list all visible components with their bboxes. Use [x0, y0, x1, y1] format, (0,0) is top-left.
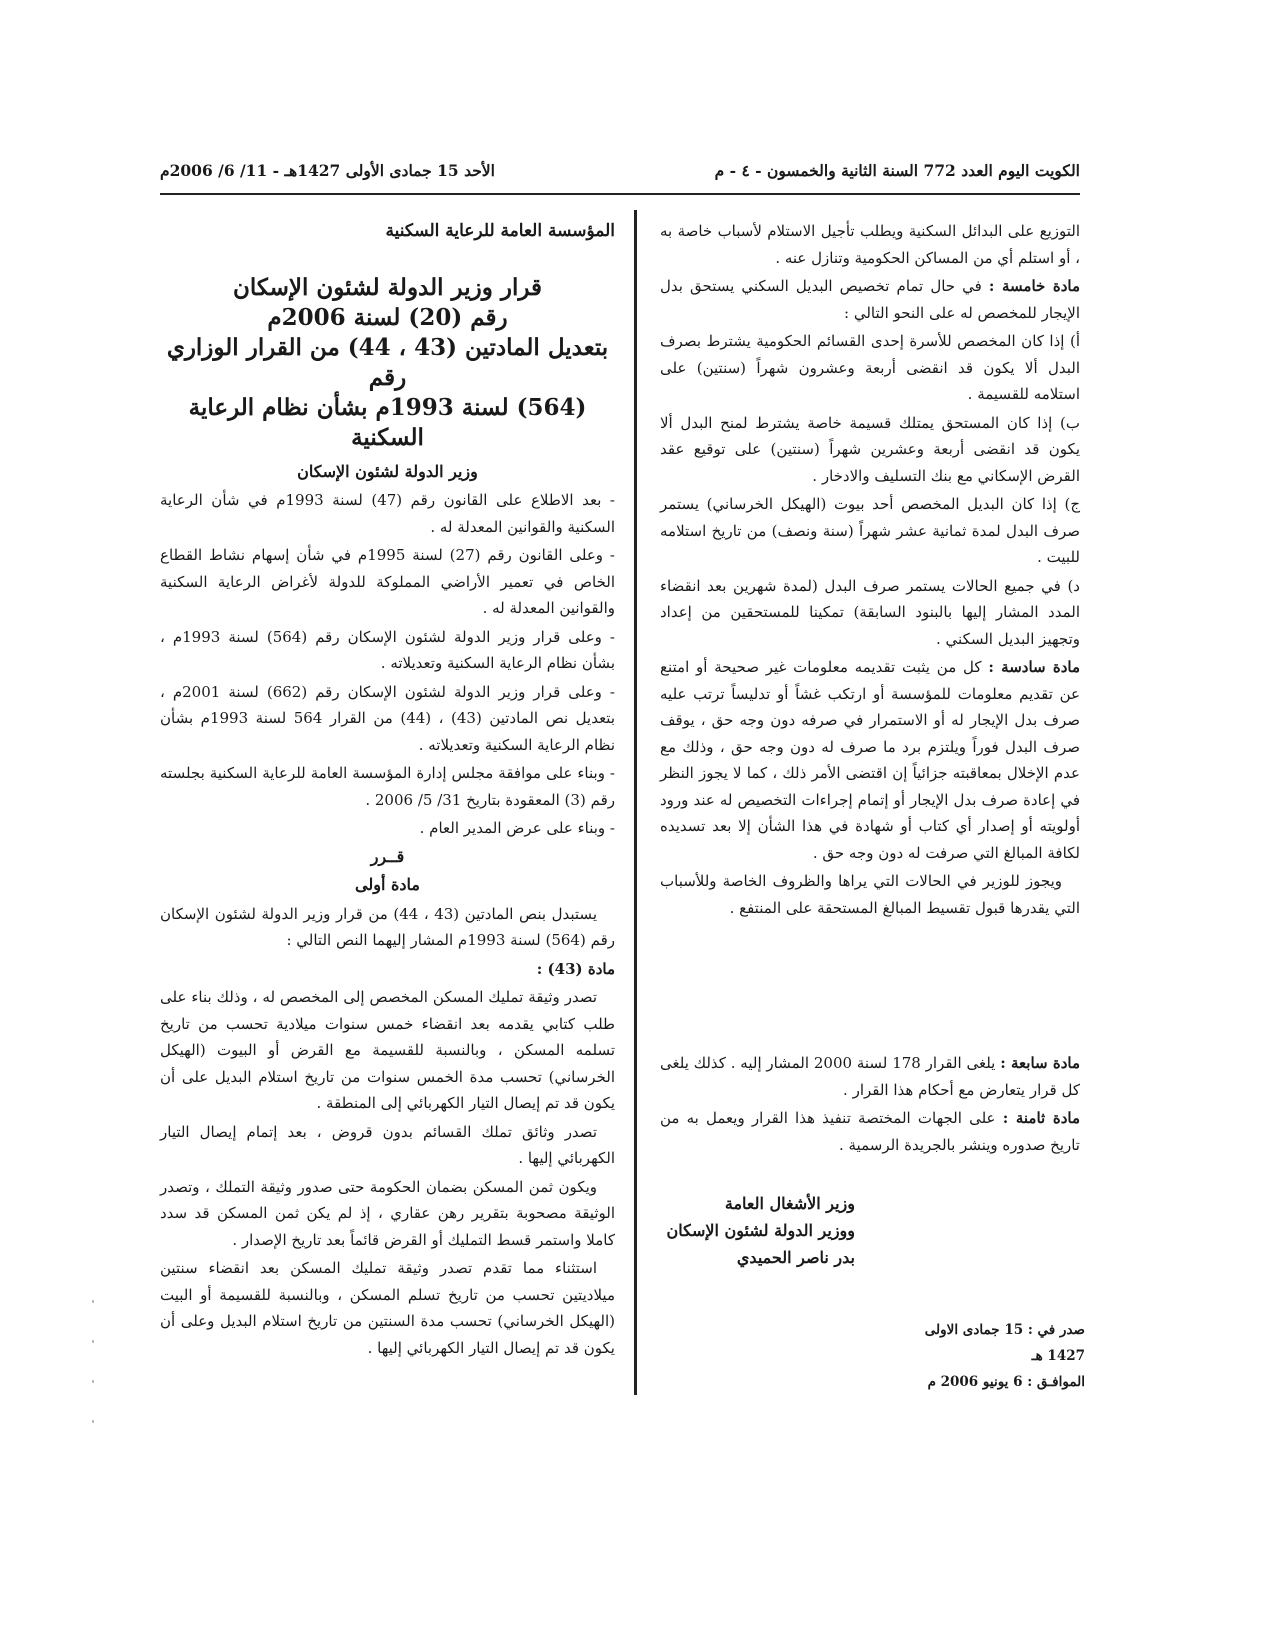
decree-title-line-2: رقم (20) لسنة 2006م	[267, 303, 508, 331]
scan-speck	[92, 1300, 94, 1303]
recital-3: - وعلى قرار وزير الدولة لشئون الإسكان رقم (564) لسنة 1993م ، بشأن نظام الرعاية السكنية وتعديلاته .	[160, 627, 615, 672]
signature-block	[660, 1190, 855, 1271]
signature-name: بدر ناصر الحميدي	[736, 1248, 855, 1267]
scan-speck	[92, 1380, 94, 1383]
recital-1: - بعد الاطلاع على القانون رقم (47) لسنة 1993م في شأن الرعاية السكنية والقوانين المعدلة له .	[160, 491, 615, 536]
article-8-text: على الجهات المختصة تنفيذ هذا القرار ويعمل به من تاريخ صدوره وينشر بالجريدة الرسمية .	[660, 1109, 1080, 1154]
article-43-paragraph-4: استثناء مما تقدم تصدر وثيقة تمليك المسكن بعد انقضاء سنتين ميلاديتين تحسب من تاريخ تسلم المسكن ، وبالنسبة للقسيمة أو البيت (الهيكل الخرساني) تحسب مدة السنتين من تاريخ استلام البديل وعلى أن يكون قد تم إيصال التيار الكهربائي إليها .	[160, 1259, 615, 1357]
item-c: ج) إذا كان البديل المخصص أحد بيوت (الهيكل الخرساني) يستمر صرف البدل لمدة ثمانية عشر شهراً (سنة ونصف) من تاريخ استلامه للبيت .	[660, 495, 1080, 566]
signature-title-1: وزير الأشغال العامة	[724, 1194, 855, 1213]
decides-heading: قــرر	[370, 846, 405, 866]
decree-title-line-3: بتعديل المادتين (43 ، 44) من القرار الوزاري رقم	[166, 333, 609, 391]
article-43-paragraph-2: تصدر وثائق تملك القسائم بدون قروض ، بعد إتمام إيصال التيار الكهربائي إليها .	[160, 1122, 615, 1167]
article-7	[660, 1050, 1080, 1103]
column-divider	[634, 210, 637, 1395]
page-header	[160, 150, 1080, 190]
article-5	[660, 273, 1080, 326]
article-5-label: مادة خامسة :	[988, 277, 1080, 295]
article-43-paragraph-1: تصدر وثيقة تمليك المسكن المخصص إلى المخصص له ، وذلك بناء على طلب كتابي يقدمه بعد انقضاء خمس سنوات ميلادية تحسب من تاريخ تسلمه المسكن ، وبالنسبة للقسيمة مع القرض أو البيوت (الهيكل الخرساني) تحسب مدة الخمس سنوات من تاريخ استلام البديل على أن يكون قد تم إيصال التيار الكهربائي إلى المنطقة .	[160, 988, 615, 1112]
recital-6: - وبناء على عرض المدير العام .	[419, 819, 615, 837]
article-7-text: يلغى القرار 178 لسنة 2000 المشار إليه . كذلك يلغى كل قرار يتعارض مع أحكام هذا القرار .	[660, 1054, 1080, 1099]
decree-title-line-4: (564) لسنة 1993م بشأن نظام الرعاية السكنية	[188, 393, 587, 451]
recital-5: - وبناء على موافقة مجلس إدارة المؤسسة العامة للرعاية السكنية بجلسته رقم (3) المعقودة بتاريخ 31/ 5/ 2006 .	[160, 764, 615, 809]
paragraph-minister-discretion: ويجوز للوزير في الحالات التي يراها والظروف الخاصة وللأسباب التي يقدرها قبول تقسيط المبالغ المستحقة على المنتفع .	[660, 872, 1080, 917]
item-b: ب) إذا كان المستحق يمتلك قسيمة خاصة يشترط لمنح البدل ألا يكون قد انقضى أربعة وعشرين شهراً (سنتين) على توقيع عقد القرض الإسكاني مع بنك التسليف والادخار .	[660, 413, 1080, 485]
organization-name: المؤسسة العامة للرعاية السكنية	[385, 221, 615, 241]
issued-gregorian: الموافـق : 6 يونيو 2006 م	[927, 1374, 1085, 1390]
right-bottom-articles	[660, 1050, 1080, 1160]
article-43-heading: مادة (43) :	[536, 959, 615, 978]
issue-date-block	[920, 1317, 1085, 1395]
article-7-label: مادة سابعة :	[1000, 1054, 1080, 1072]
article-6-text: كل من يثبت تقديمه معلومات غير صحيحة أو امتنع عن تقديم معلومات للمؤسسة أو ارتكب غشاً أو تدليساً ترتب عليه صرف بدل الإيجار له أو الاستمرار في صرفه دون وجه حق ، يوقف صرف البدل فوراً ويلتزم برد ما صرف له دون وجه حق ، وذلك مع عدم الإخلال بمعاقبته جزائياً إن اقتضى الأمر ذلك ، كما لا يجوز النظر في إعادة صرف بدل الإيجار أو إتمام إجراءات التخصيص له عند ورود أولويته أو إصدار أي كتاب أو شهادة في هذا الشأن إلا بعد تسديده لكافة المبالغ التي صرفت له دون وجه حق .	[660, 658, 1080, 862]
right-column	[660, 218, 1080, 923]
article-1-heading: مادة أولى	[355, 875, 420, 894]
issued-hijri: صدر في : 15 جمادى الاولى 1427 هـ	[924, 1322, 1085, 1364]
recital-4: - وعلى قرار وزير الدولة لشئون الإسكان رقم (662) لسنة 2001م ، بتعديل نص المادتين (43) ، (44) من القرار 564 لسنة 1993م بشأن نظام الرعاية السكنية وتعديلاته .	[160, 682, 616, 754]
article-8	[660, 1105, 1080, 1158]
header-date: الأحد 15 جمادى الأولى 1427هـ - 11/ 6/ 2006م	[160, 160, 495, 180]
item-d: د) في جميع الحالات يستمر صرف البدل (لمدة شهرين بعد انقضاء المدد المشار إليها بالبنود السابقة) تمكينا للمستحقين من إعداد وتجهيز البديل السكني .	[660, 576, 1080, 648]
paragraph-distribution: التوزيع على البدائل السكنية ويطلب تأجيل الاستلام لأسباب خاصة به ، أو استلم أي من المساكن الحكومية وتنازل عنه .	[660, 222, 1080, 267]
signature-title-2: ووزير الدولة لشئون الإسكان	[666, 1221, 855, 1240]
minister-heading: وزير الدولة لشئون الإسكان	[297, 461, 478, 481]
article-5-text: في حال تمام تخصيص البديل السكني يستحق بدل الإيجار للمخصص له على النحو التالي :	[660, 277, 1080, 322]
item-a: أ) إذا كان المخصص للأسرة إحدى القسائم الحكومية يشترط بصرف البدل ألا يكون قد انقضى أربعة وعشرون شهراً (سنتين) على استلامه للقسيمة .	[660, 332, 1080, 403]
header-issue-info: الكويت اليوم العدد 772 السنة الثانية والخمسون - ٤ - م	[714, 160, 1080, 180]
article-43-paragraph-3: ويكون ثمن المسكن بضمان الحكومة حتى صدور وثيقة التملك ، وتصدر الوثيقة مصحوبة بتقرير رهن عقاري ، إذ لم يكن ثمن المسكن قد سدد كاملا واستمر قسط التمليك أو القرض قائماً بعد تاريخ الإصدار .	[160, 1177, 615, 1249]
decree-title-line-1: قرار وزير الدولة لشئون الإسكان	[232, 273, 543, 301]
recital-2: - وعلى القانون رقم (27) لسنة 1995م في شأن إسهام نشاط القطاع الخاص في تعمير الأراضي المملوكة للدولة لأغراض الرعاية السكنية والقوانين المعدلة له .	[160, 546, 615, 617]
article-6	[660, 654, 1080, 866]
left-column	[160, 218, 615, 1363]
paragraph-replacement: يستبدل بنص المادتين (43 ، 44) من قرار وزير الدولة لشئون الإسكان رقم (564) لسنة 1993م المشار إليهما النص التالي :	[160, 904, 615, 949]
scan-speck	[92, 1420, 94, 1423]
article-6-label: مادة سادسة :	[988, 658, 1080, 676]
scan-speck	[92, 1340, 94, 1343]
article-8-label: مادة ثامنة :	[1002, 1109, 1080, 1127]
decree-title	[160, 273, 615, 453]
header-rule	[160, 193, 1080, 195]
